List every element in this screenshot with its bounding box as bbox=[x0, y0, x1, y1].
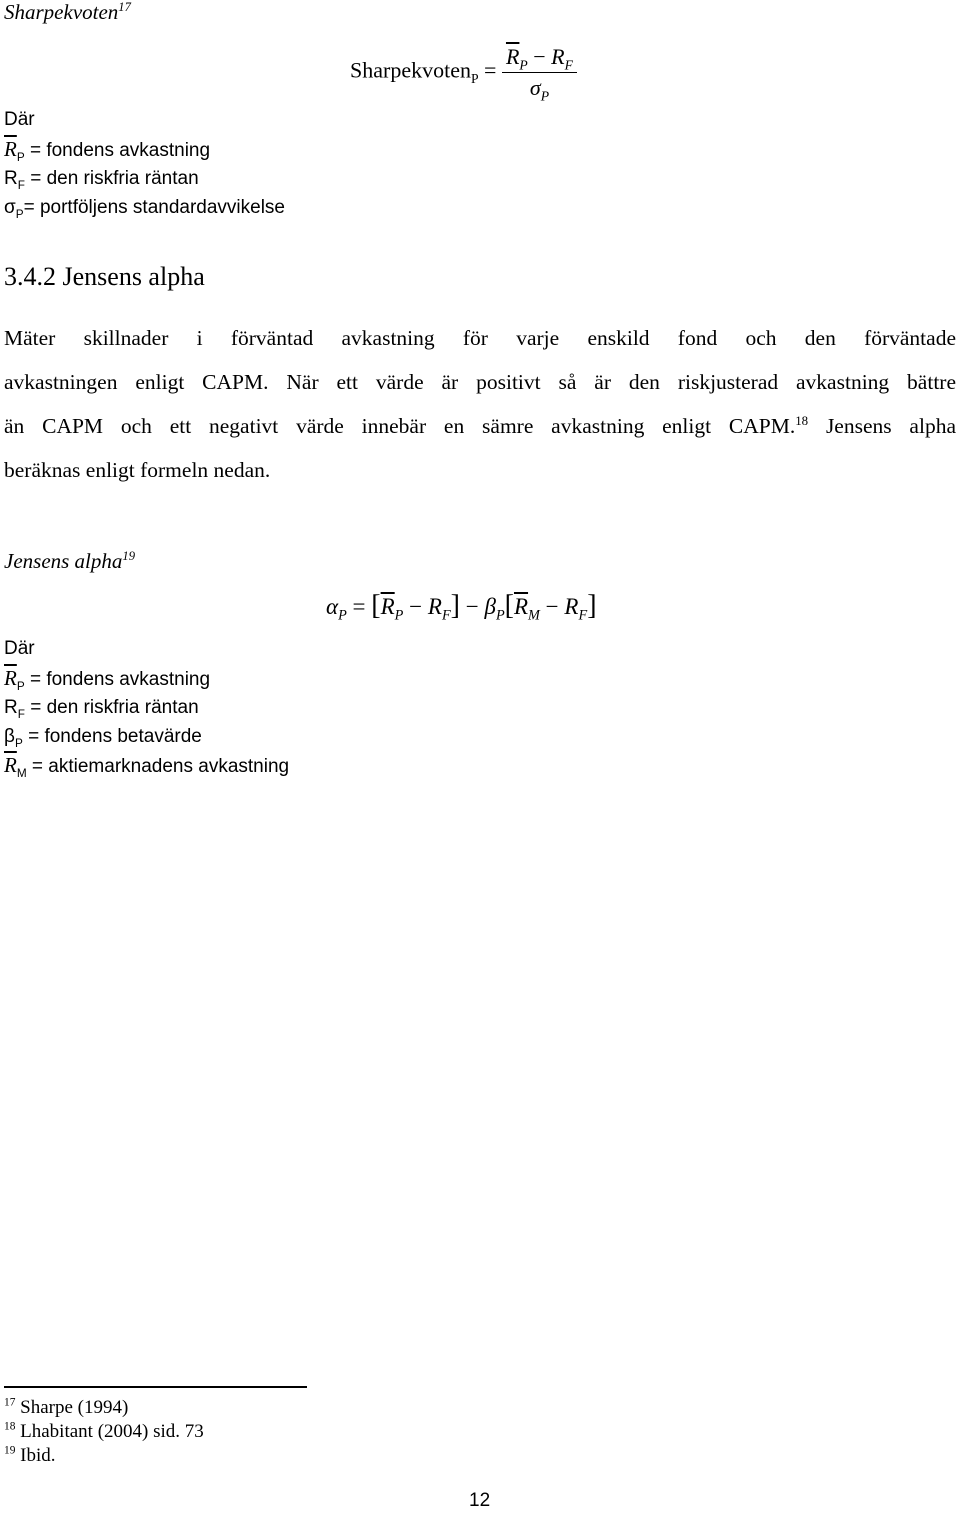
jensen-caption: Jensens alpha$^{19}$ bbox=[4, 549, 135, 573]
page-number: 12 bbox=[469, 1490, 491, 1511]
footnote-ref: 17 bbox=[118, 0, 131, 14]
definition-item: $\sigma_P=$ portföljens standardavvikelse bbox=[4, 196, 285, 221]
sharpe-definitions bbox=[4, 106, 285, 222]
footnotes bbox=[4, 1396, 204, 1468]
footnote-item: $^{19}$ Ibid. bbox=[4, 1444, 56, 1466]
sharpe-formula: Sharpekvoten$_P$ = $\frac{\overline{R}_P - R_F}{\sigma_P}$ bbox=[350, 44, 577, 101]
section-heading: 3.4.2 Jensens alpha bbox=[4, 262, 205, 291]
paragraph-line: beräknas enligt formeln nedan. bbox=[4, 458, 271, 482]
definition-item: $R_F$ = den riskfria räntan bbox=[4, 697, 199, 721]
definitions-title: Där bbox=[4, 638, 35, 659]
sharpe-caption: Sharpekvoten$^{17}$ bbox=[4, 0, 131, 24]
sharpe-fraction: $\frac{\overline{R}_P - R_F}{\sigma_P}$ bbox=[502, 44, 577, 101]
jensen-formula: $\alpha_P = [\overline{R}_P - R_F] - \beta_P[\overline{R}_M - R_F]$ bbox=[326, 590, 597, 624]
footnote-item: $^{18}$ Lhabitant (2004) sid. 73 bbox=[4, 1420, 204, 1442]
paragraph-line: avkastningen enligt CAPM. När ett värde är positivt så är den riskjusterad avkastning bättre bbox=[4, 370, 956, 394]
footnote-ref: 19 bbox=[122, 549, 135, 563]
footnote-separator bbox=[4, 1386, 307, 1388]
definitions-title: Där bbox=[4, 109, 35, 130]
definition-item: $\overline{R}_M$ = aktiemarknadens avkastning bbox=[4, 753, 290, 781]
definition-item: $\overline{R}_P$ = fondens avkastning bbox=[4, 136, 211, 164]
jensen-definitions bbox=[4, 635, 289, 782]
footnote-item: $^{17}$ Sharpe (1994) bbox=[4, 1396, 129, 1418]
footnote-ref: 18 bbox=[795, 413, 809, 428]
body-paragraph bbox=[4, 316, 956, 492]
paragraph-line: än CAPM och ett negativt värde innebär en sämre avkastning enligt CAPM.$^{18}$ Jensens alpha bbox=[4, 413, 956, 438]
definition-item: $R_F$ = den riskfria räntan bbox=[4, 168, 199, 192]
definition-item: $\beta_P$ = fondens betavärde bbox=[4, 725, 202, 750]
paragraph-line: Mäter skillnader i förväntad avkastning för varje enskild fond och den förväntade bbox=[4, 326, 956, 350]
definition-item: $\overline{R}_P$ = fondens avkastning bbox=[4, 665, 211, 693]
